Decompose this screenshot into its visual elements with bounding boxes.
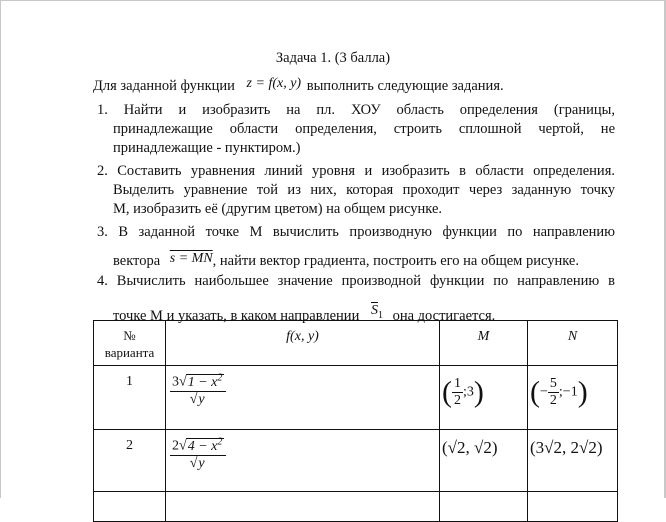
row-1-n-num: 5: [549, 376, 557, 391]
header-m-label: M: [477, 329, 490, 344]
item-3-before: вектора: [113, 253, 161, 269]
row-1-denominator: y: [198, 391, 205, 407]
row-1-m-den: 2: [454, 393, 461, 408]
row-1-m-num: 1: [454, 376, 461, 391]
header-function: [166, 321, 440, 366]
row-1-point-m: [440, 366, 528, 430]
table-header-row: [94, 321, 618, 366]
row-1-n-sign: −: [540, 384, 548, 400]
row-2-point-m: [440, 430, 528, 492]
vector-s1-letter: $\overline{S}$: [370, 303, 378, 318]
item-2-line-3: М, изобразить её (другим цветом) на общем рисунке.: [113, 201, 443, 217]
variants-table: [93, 320, 618, 522]
table-row: [94, 430, 618, 492]
paren-close: ): [473, 375, 484, 409]
header-function-label: f(x, y): [286, 329, 319, 344]
item-3-line-1: 3. В заданной точке М вычислить производную функции по направлению: [97, 224, 615, 240]
intro-after: выполнить следующие задания.: [306, 78, 504, 94]
row-1-number: 1: [94, 366, 166, 430]
table-row: [94, 366, 618, 430]
row-2-denominator: y: [198, 455, 205, 471]
header-variant-number: [94, 321, 166, 366]
row-2-point-n: [528, 430, 618, 492]
row-2-m-value: (√2, √2): [442, 438, 498, 457]
item-2-line-1: 2. Составить уравнения линий уровня и изобразить в области определения.: [97, 163, 615, 179]
item-1-line-1: 1. Найти и изобразить на пл. ХОУ область определения (границы,: [97, 102, 615, 118]
sqrt-icon: √: [189, 455, 198, 471]
row-1-coef: 3: [172, 374, 179, 390]
row-1-radicand: 1 − x: [187, 374, 218, 390]
sqrt-icon: √: [179, 438, 187, 454]
row-2-coef: 2: [172, 438, 179, 454]
page-border-top: [0, 0, 666, 1]
item-3-line-2: [113, 249, 579, 271]
item-4-after: она достигается.: [392, 308, 496, 324]
row-3-number: [94, 492, 166, 522]
header-num-symbol: №: [123, 328, 136, 343]
row-1-point-n: [528, 366, 618, 430]
item-3-after: , найти вектор градиента, построить его на общем рисунке.: [212, 253, 579, 269]
intro-before: Для заданной функции: [93, 78, 235, 94]
table-row: [94, 492, 618, 522]
paren-close: ): [577, 375, 588, 409]
row-2-function: [166, 430, 440, 492]
item-1-line-2: принадлежащие области определения, строить сплошной чертой, не: [113, 121, 615, 137]
header-num-label: варианта: [104, 345, 155, 360]
row-1-exponent: 2: [217, 372, 223, 383]
paren-open: (: [530, 375, 540, 409]
row-3-point-n: [528, 492, 618, 522]
sqrt-icon: √: [189, 391, 198, 407]
row-2-exponent: 2: [217, 436, 223, 447]
header-point-n: [528, 321, 618, 366]
row-1-function: [166, 366, 440, 430]
row-3-point-m: [440, 492, 528, 522]
function-formula: z = f(x, y): [246, 76, 302, 91]
row-2-radicand: 4 − x: [187, 438, 218, 454]
vector-s1-subscript: 1: [377, 309, 383, 321]
row-1-n-den: 2: [549, 393, 557, 408]
row-1-n-fraction: [548, 376, 559, 409]
sqrt-icon: √: [179, 374, 187, 390]
item-4-line-1: 4. Вычислить наибольшее значение производной функции по направлению в: [97, 273, 615, 289]
item-2-line-2: Выделить уравнение той из них, которая проходит через заданную точку: [113, 182, 615, 198]
header-n-label: N: [567, 329, 578, 344]
row-2-number: 2: [94, 430, 166, 492]
row-1-m-fraction: [452, 376, 463, 409]
item-1-line-3: принадлежащие - пунктиром.): [113, 140, 301, 156]
row-2-function-fraction: [170, 436, 226, 472]
task-intro: [93, 74, 504, 96]
row-1-function-fraction: [170, 372, 226, 408]
row-1-n-rest: ;−1: [558, 384, 578, 400]
row-2-n-value: (3√2, 2√2): [530, 438, 603, 457]
paren-open: (: [442, 375, 452, 409]
vector-s-mn: s = MN: [169, 251, 213, 266]
row-3-function: [166, 492, 440, 522]
task-title: Задача 1. (3 балла): [275, 50, 391, 66]
page-border-left: [0, 0, 1, 498]
item-4-before: точке М и указать, в каком направлении: [113, 308, 360, 324]
row-1-m-rest: ;3: [463, 384, 474, 400]
header-point-m: [440, 321, 528, 366]
